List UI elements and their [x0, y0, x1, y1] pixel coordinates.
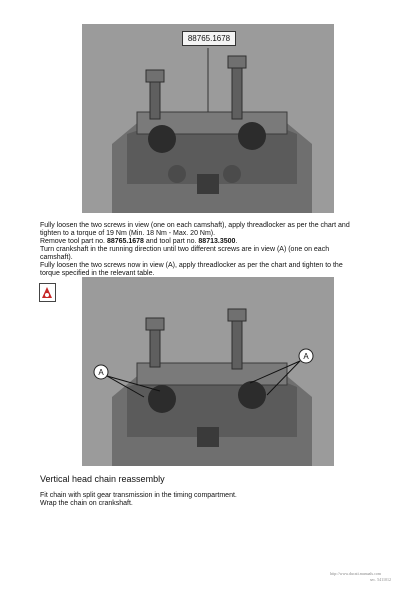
text-span: . [235, 238, 238, 245]
footer-url: http://www.ducati.manuals.com [330, 571, 381, 576]
text-line: camshaft). [40, 254, 73, 261]
text-line: torque specified in the relevant table. [40, 270, 155, 277]
footer-code: sec. 5411012 [370, 577, 391, 582]
text-line: Fully loosen the two screws in view (one on each camshaft), apply threadlocker as per the chart and [40, 222, 350, 229]
text-line: tighten to a torque of 19 Nm (Min. 18 Nm - Max. 20 Nm). [40, 230, 216, 237]
text-line: Turn crankshaft in the running direction until two different screws are in view (A) (one on each [40, 246, 330, 253]
text-span: and tool part no. [143, 238, 199, 245]
tool-part-2: 88713.3500 [198, 238, 236, 245]
engine-illustration-1 [82, 24, 334, 213]
tool-part-1: 88765.1678 [106, 238, 144, 245]
engine-photo-2 [82, 277, 334, 466]
text-line-tools [40, 238, 390, 246]
text-line: Fully loosen the two screws now in view (A), apply threadlocker as per the chart and tighten to the [40, 262, 343, 269]
text-line: Fit chain with split gear transmission in the timing compartment. [40, 492, 237, 499]
text-line: Wrap the chain on crankshaft. [40, 500, 133, 507]
callout-a-right: A [303, 352, 309, 361]
callout-a-left: A [98, 368, 104, 377]
instruction-paragraph-1 [40, 222, 390, 278]
text-span: Remove tool part no. [40, 238, 107, 245]
tool-part-number-label: 88765.1678 [182, 31, 236, 46]
threadlocker-icon [39, 283, 56, 302]
section-title: Vertical head chain reassembly [40, 474, 165, 484]
engine-illustration-2 [82, 277, 334, 466]
instruction-paragraph-2 [40, 492, 390, 508]
engine-photo-1 [82, 24, 334, 213]
